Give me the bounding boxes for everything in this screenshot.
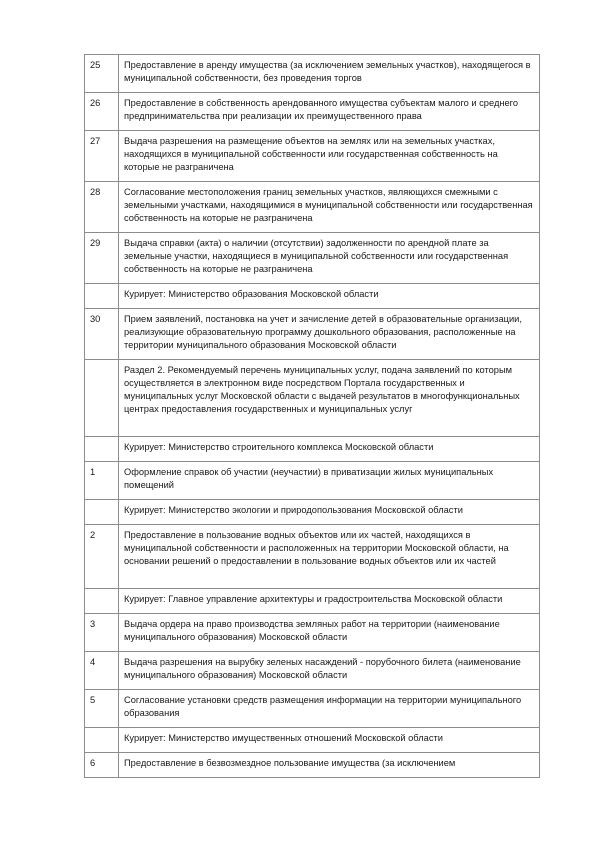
table-row <box>85 55 540 93</box>
row-number: 27 <box>85 131 119 182</box>
row-text: Согласование местоположения границ земельных участков, являющихся смежными с земельными участками, находящимися в муниципальной собственности или государственная собственность на которые не разграничена <box>119 182 540 233</box>
row-number: 6 <box>85 753 119 778</box>
table-row <box>85 652 540 690</box>
row-text: Оформление справок об участии (неучастии) в приватизации жилых муниципальных помещений <box>119 462 540 500</box>
table-row <box>85 614 540 652</box>
table-row <box>85 690 540 728</box>
services-table-body <box>85 55 540 778</box>
table-row <box>85 462 540 500</box>
row-number: 28 <box>85 182 119 233</box>
section-curator-row <box>85 728 540 753</box>
row-number <box>85 360 119 437</box>
row-text: Раздел 2. Рекомендуемый перечень муниципальных услуг, подача заявлений по которым осуществляется в электронном виде посредством Портала государственных и муниципальных услуг Московской области с выдачей результатов в многофункциональных центрах предоставления государственных и муниципальных услуг <box>119 360 540 437</box>
row-number: 1 <box>85 462 119 500</box>
row-text: Согласование установки средств размещения информации на территории муниципального образования <box>119 690 540 728</box>
table-row <box>85 93 540 131</box>
table-row <box>85 309 540 360</box>
table-row <box>85 233 540 284</box>
table-row <box>85 525 540 589</box>
row-text: Курирует: Главное управление архитектуры и градостроительства Московской области <box>119 589 540 614</box>
table-row <box>85 131 540 182</box>
row-text: Предоставление в собственность арендованного имущества субъектам малого и среднего предпринимательства при реализации их преимущественного права <box>119 93 540 131</box>
row-number <box>85 500 119 525</box>
row-number <box>85 728 119 753</box>
row-number <box>85 284 119 309</box>
row-number <box>85 437 119 462</box>
row-text: Выдача ордера на право производства земляных работ на территории (наименование муниципального образования) Московской области <box>119 614 540 652</box>
row-text: Выдача разрешения на размещение объектов на землях или на земельных участках, находящихся в муниципальной собственности или государственная собственность на которые не разграничена <box>119 131 540 182</box>
row-number: 5 <box>85 690 119 728</box>
row-text: Предоставление в пользование водных объектов или их частей, находящихся в муниципальной собственности и расположенных на территории Московской области, на основании решений о предоставлении в пользование водных объектов или их частей <box>119 525 540 589</box>
row-number: 2 <box>85 525 119 589</box>
row-text: Курирует: Министерство строительного комплекса Московской области <box>119 437 540 462</box>
section-heading-row <box>85 360 540 437</box>
section-curator-row <box>85 500 540 525</box>
row-number: 3 <box>85 614 119 652</box>
row-text: Выдача разрешения на вырубку зеленых насаждений - порубочного билета (наименование муниципального образования) Московской области <box>119 652 540 690</box>
section-curator-row <box>85 284 540 309</box>
row-text: Предоставление в аренду имущества (за исключением земельных участков), находящегося в муниципальной собственности, без проведения торгов <box>119 55 540 93</box>
row-text: Предоставление в безвозмездное пользование имущества (за исключением <box>119 753 540 778</box>
row-text: Выдача справки (акта) о наличии (отсутствии) задолженности по арендной плате за земельные участки, находящиеся в муниципальной собственности или государственная собственность на которые не разграничена <box>119 233 540 284</box>
row-number <box>85 589 119 614</box>
table-row <box>85 753 540 778</box>
row-number: 30 <box>85 309 119 360</box>
row-number: 29 <box>85 233 119 284</box>
row-number: 26 <box>85 93 119 131</box>
row-text: Курирует: Министерство образования Московской области <box>119 284 540 309</box>
row-text: Курирует: Министерство имущественных отношений Московской области <box>119 728 540 753</box>
row-text: Прием заявлений, постановка на учет и зачисление детей в образовательные организации, реализующие образовательную программу дошкольного образования, расположенные на территории муниципального образования Московской области <box>119 309 540 360</box>
table-row <box>85 182 540 233</box>
row-number: 4 <box>85 652 119 690</box>
row-text: Курирует: Министерство экологии и природопользования Московской области <box>119 500 540 525</box>
section-curator-row <box>85 589 540 614</box>
services-table <box>84 54 540 778</box>
document-page <box>84 54 540 778</box>
row-number: 25 <box>85 55 119 93</box>
section-curator-row <box>85 437 540 462</box>
